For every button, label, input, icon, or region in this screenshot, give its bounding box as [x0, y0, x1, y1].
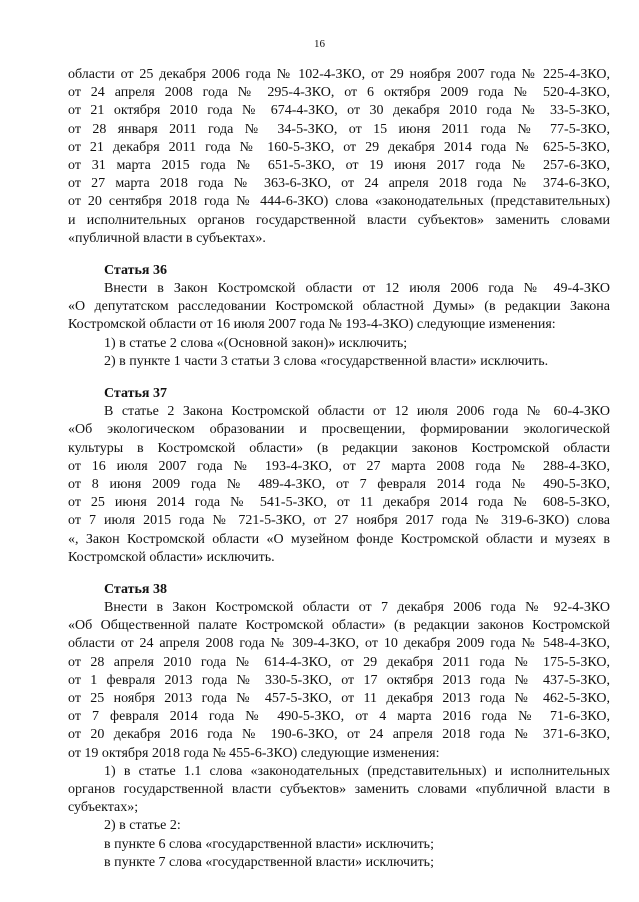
text-line: от 20 декабря 2016 года № 190-6-ЗКО, от 24 апреля 2018 года № 371-6-ЗКО, — [68, 727, 610, 743]
text-line: «, Закон Костромской области «О музейном фонде Костромской области и музеях в — [68, 531, 610, 547]
page-number: 16 — [314, 38, 325, 50]
article-heading: Статья 38 — [104, 581, 167, 597]
text-line: от 7 июля 2015 года № 721-5-ЗКО, от 27 ноября 2017 года № 319-6-ЗКО) слова — [68, 513, 610, 529]
list-item: 2) в статье 2: — [104, 818, 181, 834]
text-line: от 25 ноября 2013 года № 457-5-ЗКО, от 11 декабря 2013 года № 462-5-ЗКО, — [68, 691, 610, 706]
text-line: от 16 июля 2007 года № 193-4-ЗКО, от 27 марта 2008 года № 288-4-ЗКО, — [68, 458, 610, 474]
text-line: области от 25 декабря 2006 года № 102-4-ЗКО, от 29 ноября 2007 года № 225-4-ЗКО, — [68, 67, 610, 82]
article-heading: Статья 36 — [104, 262, 167, 278]
text-line: от 21 октября 2010 года № 674-4-ЗКО, от 30 декабря 2010 года № 33-5-ЗКО, — [68, 103, 610, 119]
text-line: от 7 февраля 2014 года № 490-5-ЗКО, от 4 марта 2016 года № 71-6-ЗКО, — [68, 709, 610, 725]
sub-list-item: в пункте 6 слова «государственной власти» исключить; — [104, 836, 434, 852]
text-line: «О депутатском расследовании Костромской областной Думы» (в редакции Закона — [68, 299, 610, 315]
text-line: от 31 марта 2015 года № 651-5-ЗКО, от 19 июня 2017 года № 257-6-ЗКО, — [68, 157, 610, 173]
list-item: 1) в статье 2 слова «(Основной закон)» исключить; — [104, 335, 408, 351]
list-item: 1) в статье 1.1 слова «законодательных (представительных) и исполнительных — [104, 763, 610, 779]
text-line: от 8 июня 2009 года № 489-4-ЗКО, от 7 февраля 2014 года № 490-5-ЗКО, — [68, 476, 610, 492]
article-36 — [68, 262, 610, 371]
text-line: органов государственной власти субъектов» заменить словами «публичной власти в — [68, 781, 610, 797]
text-line: культуры в Костромской области» (в редакции законов Костромской области — [68, 440, 610, 456]
text-line: от 1 февраля 2013 года № 330-5-ЗКО, от 17 октября 2013 года № 437-5-ЗКО, — [68, 672, 610, 688]
text-line: от 28 апреля 2010 года № 614-4-ЗКО, от 29 декабря 2011 года № 175-5-ЗКО, — [68, 654, 610, 670]
intro-paragraph — [68, 66, 610, 248]
text-line: и исполнительных органов государственной власти субъектов» заменить словами — [68, 212, 610, 228]
text-line: от 20 сентября 2018 года № 444-6-ЗКО) слова «законодательных (представительных) — [68, 194, 610, 210]
text-line: «Об экологическом образовании и просвещении, формировании экологической — [68, 422, 610, 438]
text-line: «Об Общественной палате Костромской области» (в редакции законов Костромской — [68, 618, 610, 634]
text-line: от 25 июня 2014 года № 541-5-ЗКО, от 11 декабря 2014 года № 608-5-ЗКО, — [68, 495, 610, 511]
text-line: Костромской области» исключить. — [68, 549, 275, 565]
text-line: «публичной власти в субъектах». — [68, 230, 266, 246]
document-body — [68, 66, 610, 872]
article-heading: Статья 37 — [104, 386, 167, 401]
article-38 — [68, 581, 610, 872]
text-line: от 28 января 2011 года № 34-5-ЗКО, от 15 июня 2011 года № 77-5-ЗКО, — [68, 121, 610, 137]
list-item: 2) в пункте 1 части 3 статьи 3 слова «государственной власти» исключить. — [104, 353, 549, 369]
text-line: от 21 декабря 2011 года № 160-5-ЗКО, от 29 декабря 2014 года № 625-5-ЗКО, — [68, 139, 610, 155]
text-line: Внести в Закон Костромской области от 12 июля 2006 года № 49-4-ЗКО — [104, 281, 610, 297]
sub-list-item: в пункте 7 слова «государственной власти» исключить; — [104, 854, 434, 870]
text-line: от 24 апреля 2008 года № 295-4-ЗКО, от 6 октября 2009 года № 520-4-ЗКО, — [68, 85, 610, 101]
text-line: Костромской области от 16 июля 2007 года № 193-4-ЗКО) следующие изменения: — [68, 317, 556, 333]
text-line: от 19 октября 2018 года № 455-6-ЗКО) следующие изменения: — [68, 745, 440, 761]
text-line: В статье 2 Закона Костромской области от 12 июля 2006 года № 60-4-ЗКО — [104, 404, 610, 420]
text-line: от 27 марта 2018 года № 363-6-ЗКО, от 24 апреля 2018 года № 374-6-ЗКО, — [68, 176, 610, 192]
article-37 — [68, 385, 610, 567]
text-line: субъектах»; — [68, 800, 139, 816]
text-line: Внести в Закон Костромской области от 7 декабря 2006 года № 92-4-ЗКО — [104, 600, 610, 616]
text-line: области от 24 апреля 2008 года № 309-4-ЗКО, от 10 декабря 2009 года № 548-4-ЗКО, — [68, 636, 610, 652]
